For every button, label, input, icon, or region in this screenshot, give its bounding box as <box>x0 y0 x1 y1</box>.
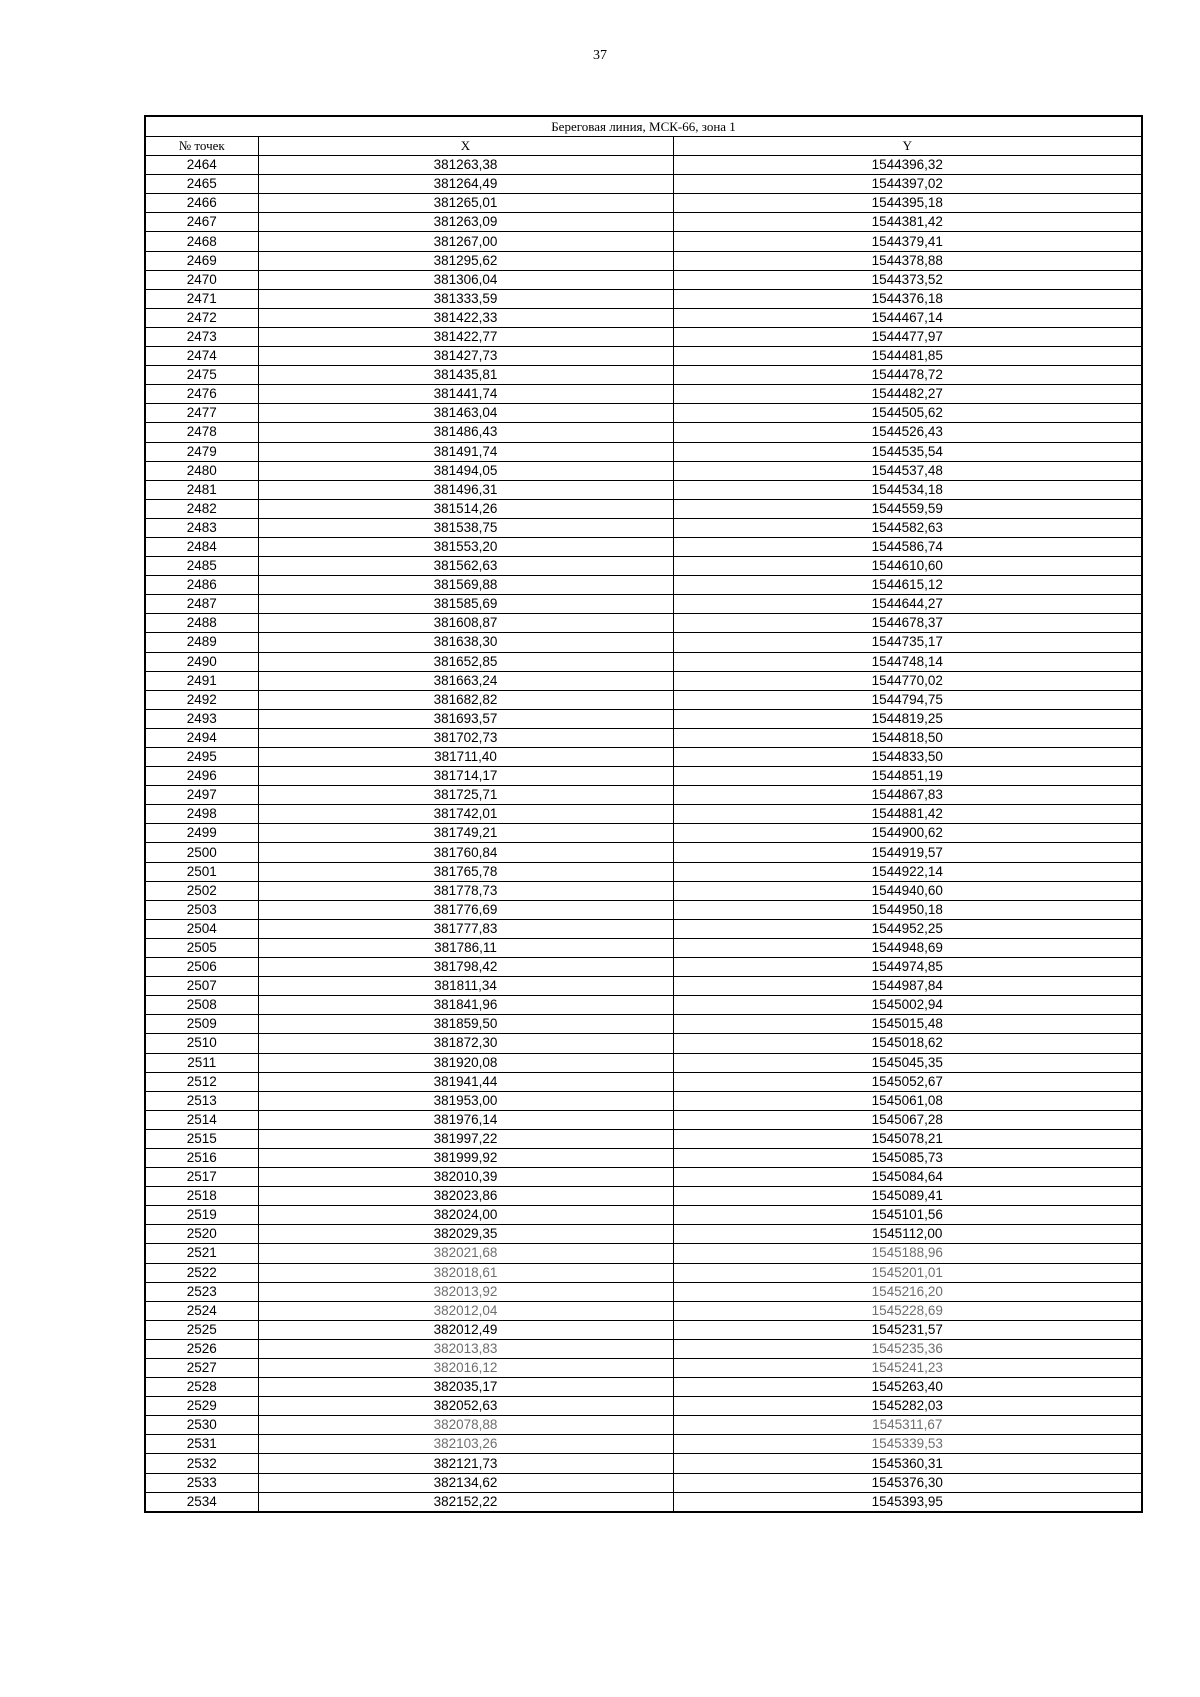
cell-x: 382103,26 <box>258 1435 673 1454</box>
cell-point-number: 2508 <box>145 996 258 1015</box>
cell-y: 1544373,52 <box>673 270 1142 289</box>
cell-x: 382134,62 <box>258 1473 673 1492</box>
cell-y: 1545282,03 <box>673 1397 1142 1416</box>
table-row <box>145 900 1142 919</box>
cell-y: 1545228,69 <box>673 1301 1142 1320</box>
table-row <box>145 728 1142 747</box>
cell-x: 382021,68 <box>258 1244 673 1263</box>
cell-x: 382023,86 <box>258 1187 673 1206</box>
cell-x: 381941,44 <box>258 1072 673 1091</box>
cell-point-number: 2498 <box>145 805 258 824</box>
table-row <box>145 652 1142 671</box>
cell-y: 1544770,02 <box>673 671 1142 690</box>
header-y: Y <box>673 137 1142 156</box>
table-row <box>145 1282 1142 1301</box>
cell-point-number: 2489 <box>145 633 258 652</box>
cell-y: 1545112,00 <box>673 1225 1142 1244</box>
cell-x: 381652,85 <box>258 652 673 671</box>
cell-y: 1544586,74 <box>673 537 1142 556</box>
cell-point-number: 2468 <box>145 232 258 251</box>
table-row <box>145 862 1142 881</box>
table-row <box>145 480 1142 499</box>
table-row <box>145 1492 1142 1512</box>
cell-point-number: 2533 <box>145 1473 258 1492</box>
cell-y: 1545089,41 <box>673 1187 1142 1206</box>
cell-x: 381491,74 <box>258 442 673 461</box>
table-row <box>145 1244 1142 1263</box>
table-row <box>145 824 1142 843</box>
table-row <box>145 518 1142 537</box>
cell-x: 381693,57 <box>258 709 673 728</box>
cell-point-number: 2520 <box>145 1225 258 1244</box>
cell-x: 381811,34 <box>258 977 673 996</box>
cell-x: 382052,63 <box>258 1397 673 1416</box>
cell-y: 1545018,62 <box>673 1034 1142 1053</box>
cell-y: 1545339,53 <box>673 1435 1142 1454</box>
cell-point-number: 2490 <box>145 652 258 671</box>
table-row <box>145 805 1142 824</box>
cell-y: 1545235,36 <box>673 1339 1142 1358</box>
cell-y: 1545015,48 <box>673 1015 1142 1034</box>
cell-point-number: 2502 <box>145 881 258 900</box>
cell-x: 381859,50 <box>258 1015 673 1034</box>
table-row <box>145 614 1142 633</box>
cell-x: 381569,88 <box>258 576 673 595</box>
table-row <box>145 232 1142 251</box>
cell-x: 381562,63 <box>258 557 673 576</box>
cell-point-number: 2504 <box>145 919 258 938</box>
table-row <box>145 690 1142 709</box>
cell-x: 381663,24 <box>258 671 673 690</box>
cell-point-number: 2480 <box>145 461 258 480</box>
cell-point-number: 2527 <box>145 1359 258 1378</box>
cell-point-number: 2501 <box>145 862 258 881</box>
cell-x: 381264,49 <box>258 175 673 194</box>
cell-x: 381435,81 <box>258 366 673 385</box>
cell-point-number: 2534 <box>145 1492 258 1512</box>
cell-x: 381798,42 <box>258 958 673 977</box>
cell-y: 1544477,97 <box>673 327 1142 346</box>
cell-y: 1544748,14 <box>673 652 1142 671</box>
cell-x: 381638,30 <box>258 633 673 652</box>
cell-x: 381263,38 <box>258 156 673 175</box>
table-row <box>145 1034 1142 1053</box>
cell-x: 381496,31 <box>258 480 673 499</box>
cell-y: 1544818,50 <box>673 728 1142 747</box>
table-row <box>145 1435 1142 1454</box>
table-row <box>145 557 1142 576</box>
cell-y: 1544833,50 <box>673 748 1142 767</box>
cell-x: 381267,00 <box>258 232 673 251</box>
cell-y: 1545241,23 <box>673 1359 1142 1378</box>
cell-y: 1544919,57 <box>673 843 1142 862</box>
cell-y: 1544381,42 <box>673 213 1142 232</box>
cell-point-number: 2530 <box>145 1416 258 1435</box>
cell-y: 1545085,73 <box>673 1148 1142 1167</box>
cell-x: 381920,08 <box>258 1053 673 1072</box>
cell-y: 1544950,18 <box>673 900 1142 919</box>
cell-point-number: 2518 <box>145 1187 258 1206</box>
cell-point-number: 2516 <box>145 1148 258 1167</box>
table-row <box>145 595 1142 614</box>
cell-point-number: 2514 <box>145 1110 258 1129</box>
cell-point-number: 2532 <box>145 1454 258 1473</box>
cell-y: 1545078,21 <box>673 1129 1142 1148</box>
cell-y: 1545216,20 <box>673 1282 1142 1301</box>
table-row <box>145 996 1142 1015</box>
table-title-row <box>145 116 1142 137</box>
page-number: 37 <box>593 48 607 63</box>
table-row <box>145 156 1142 175</box>
cell-x: 381777,83 <box>258 919 673 938</box>
cell-point-number: 2465 <box>145 175 258 194</box>
table-row <box>145 709 1142 728</box>
cell-y: 1544378,88 <box>673 251 1142 270</box>
table-row <box>145 537 1142 556</box>
cell-point-number: 2482 <box>145 499 258 518</box>
cell-y: 1544559,59 <box>673 499 1142 518</box>
table-row <box>145 423 1142 442</box>
cell-point-number: 2470 <box>145 270 258 289</box>
cell-x: 381999,92 <box>258 1148 673 1167</box>
cell-y: 1544467,14 <box>673 308 1142 327</box>
cell-x: 382012,04 <box>258 1301 673 1320</box>
cell-x: 381514,26 <box>258 499 673 518</box>
cell-y: 1545067,28 <box>673 1110 1142 1129</box>
cell-y: 1544987,84 <box>673 977 1142 996</box>
cell-point-number: 2523 <box>145 1282 258 1301</box>
cell-y: 1545045,35 <box>673 1053 1142 1072</box>
cell-y: 1545376,30 <box>673 1473 1142 1492</box>
cell-x: 381702,73 <box>258 728 673 747</box>
cell-y: 1544379,41 <box>673 232 1142 251</box>
cell-y: 1545084,64 <box>673 1168 1142 1187</box>
table-row <box>145 1110 1142 1129</box>
cell-point-number: 2499 <box>145 824 258 843</box>
cell-point-number: 2503 <box>145 900 258 919</box>
cell-y: 1545188,96 <box>673 1244 1142 1263</box>
table-row <box>145 175 1142 194</box>
table-row <box>145 843 1142 862</box>
table-row <box>145 748 1142 767</box>
table-row <box>145 1454 1142 1473</box>
cell-x: 381486,43 <box>258 423 673 442</box>
table-row <box>145 404 1142 423</box>
cell-point-number: 2478 <box>145 423 258 442</box>
table-row <box>145 1225 1142 1244</box>
cell-y: 1544526,43 <box>673 423 1142 442</box>
cell-point-number: 2519 <box>145 1206 258 1225</box>
cell-y: 1544952,25 <box>673 919 1142 938</box>
cell-y: 1544537,48 <box>673 461 1142 480</box>
cell-point-number: 2529 <box>145 1397 258 1416</box>
cell-y: 1544794,75 <box>673 690 1142 709</box>
cell-y: 1544376,18 <box>673 289 1142 308</box>
cell-x: 382152,22 <box>258 1492 673 1512</box>
table-row <box>145 1473 1142 1492</box>
cell-y: 1545052,67 <box>673 1072 1142 1091</box>
cell-y: 1545360,31 <box>673 1454 1142 1473</box>
cell-x: 381778,73 <box>258 881 673 900</box>
cell-point-number: 2472 <box>145 308 258 327</box>
table-row <box>145 499 1142 518</box>
cell-x: 381872,30 <box>258 1034 673 1053</box>
table-row <box>145 1320 1142 1339</box>
cell-x: 381427,73 <box>258 347 673 366</box>
cell-point-number: 2484 <box>145 537 258 556</box>
table-row <box>145 213 1142 232</box>
cell-x: 381765,78 <box>258 862 673 881</box>
table-body <box>145 156 1142 1512</box>
cell-y: 1544535,54 <box>673 442 1142 461</box>
table-row <box>145 977 1142 996</box>
cell-y: 1545061,08 <box>673 1091 1142 1110</box>
cell-point-number: 2486 <box>145 576 258 595</box>
table-row <box>145 1416 1142 1435</box>
cell-x: 382016,12 <box>258 1359 673 1378</box>
cell-x: 381538,75 <box>258 518 673 537</box>
cell-y: 1544881,42 <box>673 805 1142 824</box>
cell-y: 1544922,14 <box>673 862 1142 881</box>
table-row <box>145 881 1142 900</box>
table-row <box>145 1148 1142 1167</box>
cell-x: 381295,62 <box>258 251 673 270</box>
cell-y: 1544867,83 <box>673 786 1142 805</box>
cell-x: 381760,84 <box>258 843 673 862</box>
table-row <box>145 1091 1142 1110</box>
table-row <box>145 919 1142 938</box>
cell-x: 381585,69 <box>258 595 673 614</box>
cell-x: 381608,87 <box>258 614 673 633</box>
cell-y: 1544974,85 <box>673 958 1142 977</box>
cell-y: 1544615,12 <box>673 576 1142 595</box>
table-row <box>145 958 1142 977</box>
cell-point-number: 2475 <box>145 366 258 385</box>
cell-y: 1544481,85 <box>673 347 1142 366</box>
cell-point-number: 2492 <box>145 690 258 709</box>
cell-point-number: 2517 <box>145 1168 258 1187</box>
table-row <box>145 1129 1142 1148</box>
table-row <box>145 576 1142 595</box>
cell-x: 381441,74 <box>258 385 673 404</box>
cell-x: 381333,59 <box>258 289 673 308</box>
cell-x: 381422,77 <box>258 327 673 346</box>
table-row <box>145 442 1142 461</box>
cell-x: 381263,09 <box>258 213 673 232</box>
cell-y: 1545002,94 <box>673 996 1142 1015</box>
cell-x: 381786,11 <box>258 938 673 957</box>
table-row <box>145 270 1142 289</box>
table-row <box>145 1301 1142 1320</box>
table-row <box>145 366 1142 385</box>
cell-point-number: 2528 <box>145 1378 258 1397</box>
cell-x: 381553,20 <box>258 537 673 556</box>
cell-y: 1544678,37 <box>673 614 1142 633</box>
cell-point-number: 2509 <box>145 1015 258 1034</box>
table-row <box>145 347 1142 366</box>
table-row <box>145 1187 1142 1206</box>
cell-point-number: 2491 <box>145 671 258 690</box>
table-row <box>145 251 1142 270</box>
cell-y: 1544851,19 <box>673 767 1142 786</box>
cell-point-number: 2466 <box>145 194 258 213</box>
cell-x: 382024,00 <box>258 1206 673 1225</box>
cell-x: 381306,04 <box>258 270 673 289</box>
cell-point-number: 2513 <box>145 1091 258 1110</box>
cell-point-number: 2483 <box>145 518 258 537</box>
cell-y: 1545311,67 <box>673 1416 1142 1435</box>
cell-point-number: 2496 <box>145 767 258 786</box>
cell-y: 1545231,57 <box>673 1320 1142 1339</box>
cell-point-number: 2510 <box>145 1034 258 1053</box>
cell-y: 1545201,01 <box>673 1263 1142 1282</box>
coordinates-table <box>144 115 1143 1513</box>
table-row <box>145 327 1142 346</box>
table-row <box>145 671 1142 690</box>
cell-x: 381725,71 <box>258 786 673 805</box>
cell-point-number: 2522 <box>145 1263 258 1282</box>
cell-x: 382078,88 <box>258 1416 673 1435</box>
table-row <box>145 1339 1142 1358</box>
cell-point-number: 2521 <box>145 1244 258 1263</box>
cell-point-number: 2479 <box>145 442 258 461</box>
cell-x: 382012,49 <box>258 1320 673 1339</box>
cell-point-number: 2487 <box>145 595 258 614</box>
cell-point-number: 2481 <box>145 480 258 499</box>
cell-x: 381841,96 <box>258 996 673 1015</box>
cell-x: 381953,00 <box>258 1091 673 1110</box>
cell-x: 382013,83 <box>258 1339 673 1358</box>
table-row <box>145 633 1142 652</box>
cell-point-number: 2497 <box>145 786 258 805</box>
cell-y: 1545101,56 <box>673 1206 1142 1225</box>
cell-y: 1544819,25 <box>673 709 1142 728</box>
cell-y: 1545393,95 <box>673 1492 1142 1512</box>
table-row <box>145 194 1142 213</box>
table-row <box>145 461 1142 480</box>
cell-x: 381422,33 <box>258 308 673 327</box>
cell-x: 381463,04 <box>258 404 673 423</box>
cell-x: 382010,39 <box>258 1168 673 1187</box>
cell-x: 381265,01 <box>258 194 673 213</box>
cell-x: 382029,35 <box>258 1225 673 1244</box>
cell-point-number: 2507 <box>145 977 258 996</box>
cell-y: 1544610,60 <box>673 557 1142 576</box>
cell-point-number: 2471 <box>145 289 258 308</box>
cell-point-number: 2515 <box>145 1129 258 1148</box>
table-row <box>145 1168 1142 1187</box>
cell-x: 382035,17 <box>258 1378 673 1397</box>
cell-point-number: 2493 <box>145 709 258 728</box>
table-row <box>145 767 1142 786</box>
table-row <box>145 1378 1142 1397</box>
header-x: X <box>258 137 673 156</box>
cell-point-number: 2488 <box>145 614 258 633</box>
cell-x: 381714,17 <box>258 767 673 786</box>
cell-point-number: 2526 <box>145 1339 258 1358</box>
cell-point-number: 2476 <box>145 385 258 404</box>
cell-x: 381749,21 <box>258 824 673 843</box>
cell-x: 381742,01 <box>258 805 673 824</box>
cell-y: 1544505,62 <box>673 404 1142 423</box>
table-row <box>145 289 1142 308</box>
cell-point-number: 2525 <box>145 1320 258 1339</box>
table-header-row <box>145 137 1142 156</box>
cell-y: 1544534,18 <box>673 480 1142 499</box>
cell-point-number: 2505 <box>145 938 258 957</box>
cell-point-number: 2464 <box>145 156 258 175</box>
table-row <box>145 1359 1142 1378</box>
cell-point-number: 2506 <box>145 958 258 977</box>
header-point-number: № точек <box>145 137 258 156</box>
table-row <box>145 1053 1142 1072</box>
cell-y: 1545263,40 <box>673 1378 1142 1397</box>
cell-point-number: 2477 <box>145 404 258 423</box>
cell-point-number: 2474 <box>145 347 258 366</box>
cell-x: 382121,73 <box>258 1454 673 1473</box>
cell-y: 1544397,02 <box>673 175 1142 194</box>
cell-point-number: 2531 <box>145 1435 258 1454</box>
table-row <box>145 1397 1142 1416</box>
cell-x: 382013,92 <box>258 1282 673 1301</box>
cell-x: 381494,05 <box>258 461 673 480</box>
table-row <box>145 1015 1142 1034</box>
cell-point-number: 2485 <box>145 557 258 576</box>
cell-point-number: 2512 <box>145 1072 258 1091</box>
cell-y: 1544948,69 <box>673 938 1142 957</box>
cell-point-number: 2495 <box>145 748 258 767</box>
cell-x: 382018,61 <box>258 1263 673 1282</box>
cell-point-number: 2469 <box>145 251 258 270</box>
table-row <box>145 308 1142 327</box>
cell-y: 1544735,17 <box>673 633 1142 652</box>
table-row <box>145 1072 1142 1091</box>
cell-y: 1544396,32 <box>673 156 1142 175</box>
table-row <box>145 1263 1142 1282</box>
cell-point-number: 2524 <box>145 1301 258 1320</box>
cell-y: 1544478,72 <box>673 366 1142 385</box>
cell-y: 1544940,60 <box>673 881 1142 900</box>
table-row <box>145 385 1142 404</box>
cell-y: 1544644,27 <box>673 595 1142 614</box>
cell-point-number: 2473 <box>145 327 258 346</box>
table-row <box>145 786 1142 805</box>
cell-y: 1544582,63 <box>673 518 1142 537</box>
cell-point-number: 2511 <box>145 1053 258 1072</box>
cell-x: 381682,82 <box>258 690 673 709</box>
cell-x: 381711,40 <box>258 748 673 767</box>
cell-point-number: 2467 <box>145 213 258 232</box>
cell-x: 381776,69 <box>258 900 673 919</box>
cell-y: 1544395,18 <box>673 194 1142 213</box>
cell-point-number: 2500 <box>145 843 258 862</box>
cell-x: 381997,22 <box>258 1129 673 1148</box>
table-row <box>145 938 1142 957</box>
table-row <box>145 1206 1142 1225</box>
cell-x: 381976,14 <box>258 1110 673 1129</box>
cell-y: 1544482,27 <box>673 385 1142 404</box>
cell-point-number: 2494 <box>145 728 258 747</box>
cell-y: 1544900,62 <box>673 824 1142 843</box>
table-title: Береговая линия, МСК-66, зона 1 <box>145 116 1142 137</box>
